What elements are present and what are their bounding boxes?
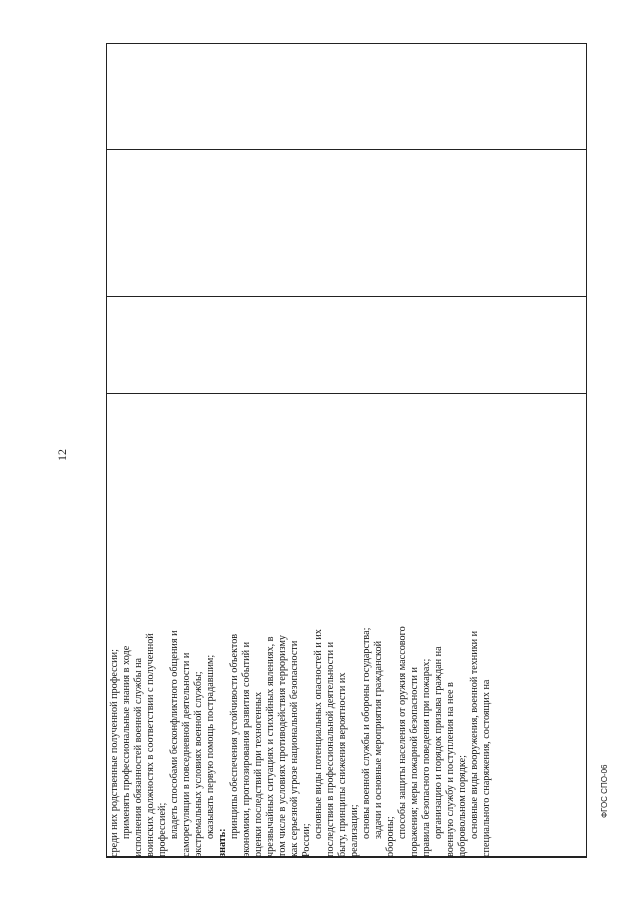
text-line: применять профессиональные знания в ходе bbox=[121, 645, 132, 839]
text-line: России; bbox=[301, 823, 312, 857]
text-line: исполнения обязанностей военной службы на bbox=[133, 657, 144, 857]
text-line: специального снаряжения, состоящих на bbox=[481, 679, 492, 857]
table-cell-text bbox=[109, 97, 579, 857]
requirements-table bbox=[106, 43, 587, 858]
text-line: воинских должностях в соответствии с полученной bbox=[145, 633, 156, 857]
rotated-table-page bbox=[106, 43, 587, 858]
text-line: владеть способами бесконфликтного общения и bbox=[169, 630, 180, 839]
text-line: экстремальных условиях военной службы; bbox=[193, 671, 204, 857]
text-line: обороны; bbox=[385, 816, 396, 857]
text-line: основные виды вооружения, военной техники и bbox=[469, 630, 480, 839]
text-line: саморегуляции в повседневной деятельности и bbox=[181, 652, 192, 857]
text-line: последствия в профессиональной деятельности и bbox=[325, 641, 336, 857]
text-line: профессией; bbox=[157, 802, 168, 857]
text-line: оказывать первую помощь пострадавшим; bbox=[205, 654, 216, 839]
text-line: принципы обеспечения устойчивости объектов bbox=[229, 633, 240, 839]
text-line: поражения; меры пожарной безопасности и bbox=[409, 667, 420, 857]
page-number: 12 bbox=[55, 449, 69, 461]
text-line: реализации; bbox=[349, 804, 360, 857]
text-line: военную службу и поступления на нее в bbox=[445, 682, 456, 857]
text-line: как серьезной угрозе национальной безопасности bbox=[289, 640, 300, 857]
text-line: среди них родственные полученной профессии; bbox=[109, 649, 120, 857]
text-line: знать: bbox=[217, 828, 228, 857]
text-line: оценки последствий при техногенных bbox=[253, 691, 264, 857]
text-line: добровольном порядке; bbox=[457, 755, 468, 857]
text-line: чрезвычайных ситуациях и стихийных явлениях, в bbox=[265, 636, 276, 857]
text-line: организацию и порядок призыва граждан на bbox=[433, 646, 444, 839]
text-line: основные виды потенциальных опасностей и их bbox=[313, 629, 324, 839]
text-line: быту, принципы снижения вероятности их bbox=[337, 672, 348, 857]
text-line: способы защиты населения от оружия массового bbox=[397, 626, 408, 839]
text-line: экономики, прогнозирования развития событий и bbox=[241, 641, 252, 857]
footer-code: ФГОС СПО-06 bbox=[600, 764, 609, 818]
text-line: основы военной службы и обороны государства; bbox=[361, 627, 372, 839]
text-line: задачи и основные мероприятия гражданской bbox=[373, 640, 384, 839]
text-line: правила безопасного поведения при пожарах; bbox=[421, 658, 432, 857]
text-line: том числе в условиях противодействия терроризму bbox=[277, 635, 288, 857]
